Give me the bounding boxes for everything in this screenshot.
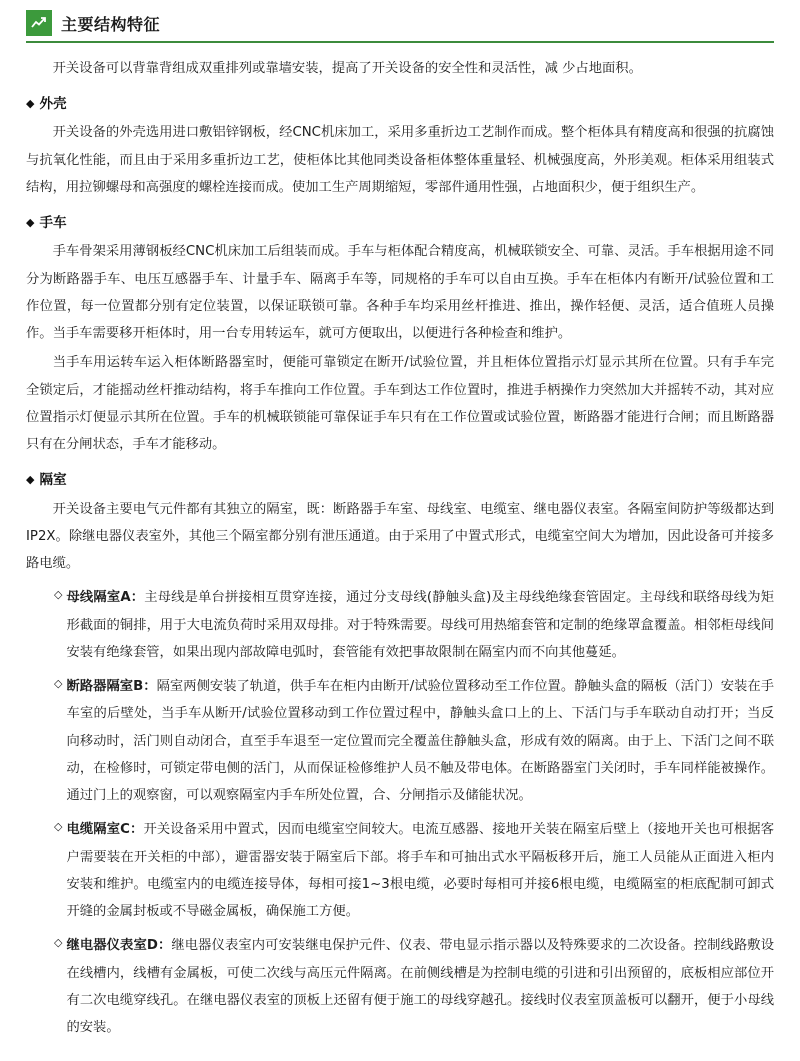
list-item xyxy=(26,584,774,666)
section-heading-label: 手车 xyxy=(39,215,67,232)
section-paragraph: 开关设备主要电气元件都有其独立的隔室，既：断路器手车室、母线室、电缆室、继电器仪表室。各隔室间防护等级都达到IP2X。除继电器仪表室外，其他三个隔室都分别有泄压通道。由于采用了中置式形式，电缆室空间大为增加，因此设备可并接多路电缆。 xyxy=(26,501,774,572)
list-item-label: 继电器仪表室D： xyxy=(66,938,172,954)
section-heading-geshi xyxy=(26,467,774,494)
section-heading-waike xyxy=(26,91,774,118)
section-paragraph: 手车骨架采用薄钢板经CNC机床加工后组装而成。手车与柜体配合精度高，机械联锁安全、可靠、灵活。手车根据用途不同分为断路器手车、电压互感器手车、计量手车、隔离手车等，同规格的手车可以自由互换。手车在柜体内有断开/试验位置和工作位置，每一位置都分别有定位装置，以保证联锁可靠。各种手车均采用丝杆推进、推出，操作轻便、灵活，适合值班人员操作。当手车需要移开柜体时，用一台专用转运车，就可方便取出，以便进行各种检查和维护。 xyxy=(26,244,774,342)
list-item-body: 主母线是单台拼接相互贯穿连接，通过分支母线(静触头盒)及主母线绝缘套管固定。主母线和联络母线为矩形截面的铜排，用于大电流负荷时采用双母排。对于特殊需要。母线可用热缩套管和定制的绝缘罩盒覆盖。相邻柜母线间安装有绝缘套管，如果出现内部故障电弧时，套管能有效把事故限制在隔室内而不向其他蔓延。 xyxy=(66,590,774,660)
list-item xyxy=(26,673,774,809)
diamond-icon: ◆ xyxy=(26,473,35,487)
list-item-text xyxy=(66,584,774,666)
diamond-outline-icon: ◇ xyxy=(54,936,63,950)
page-title: 主要结构特征 xyxy=(61,14,161,34)
section-heading-label: 隔室 xyxy=(39,472,67,489)
intro-paragraph: 开关设备可以背靠背组成双重排列或靠墙安装，提高了开关设备的安全性和灵活性，减 少占地面积。 xyxy=(52,61,642,76)
list-item-label: 断路器隔室B： xyxy=(66,679,157,695)
list-item-label: 电缆隔室C： xyxy=(66,822,144,838)
list-item-label: 母线隔室A： xyxy=(66,590,145,606)
section-heading-shouche xyxy=(26,210,774,237)
list-item-text xyxy=(66,673,774,809)
green-chart-badge-icon xyxy=(26,10,52,36)
section-paragraph: 当手车用运转车运入柜体断路器室时，便能可靠锁定在断开/试验位置，并且柜体位置指示灯显示其所在位置。只有手车完全锁定后，才能摇动丝杆推动结构，将手车推向工作位置。手车到达工作位置时，推进手柄操作力突然加大并摇转不动，其对应位置指示灯便显示其所在位置。手车的机械联锁能可靠保证手车只有在工作位置或试验位置，断路器才能进行合闸；而且断路器只有在分闸状态，手车才能移动。 xyxy=(26,355,774,453)
section-header xyxy=(26,10,774,43)
diamond-icon: ◆ xyxy=(26,97,35,111)
list-item xyxy=(26,816,774,925)
list-item-body: 继电器仪表室内可安装继电保护元件、仪表、带电显示指示器以及特殊要求的二次设备。控制线路敷设在线槽内，线槽有金属板，可使二次线与高压元件隔离。在前侧线槽是为控制电缆的引进和引出预留的，底板相应部位开有二次电缆穿线孔。在继电器仪表室的顶板上还留有便于施工的母线穿越孔。接线时仪表室顶盖板可以翻开，便于小母线的安装。 xyxy=(66,938,775,1036)
list-item xyxy=(26,932,774,1041)
section-heading-label: 外壳 xyxy=(39,96,67,113)
list-item-body: 开关设备采用中置式，因而电缆室空间较大。电流互感器、接地开关装在隔室后壁上（接地开关也可根据客户需要装在开关柜的中部），避雷器安装于隔室后下部。将手车和可抽出式水平隔板移开后，施工人员能从正面进入柜内安装和维护。电缆室内的电缆连接导体，每相可接1~3根电缆，必要时每相可并接6根电缆，电缆隔室的柜底配制可卸式开缝的金属封板或不导磁金属板，确保施工方便。 xyxy=(66,822,775,920)
list-item-body: 隔室两侧安装了轨道，供手车在柜内由断开/试验位置移动至工作位置。静触头盒的隔板（活门）安装在手车室的后壁处，当手车从断开/试验位置移动到工作位置过程中，静触头盒口上的上、下活门与手车联动自动打开；当反向移动时，活门则自动闭合，直至手车退至一定位置而完全覆盖住静触头盒，形成有效的隔离。由于上、下活门之间不联动，在检修时，可锁定带电侧的活门，从而保证检修维护人员不触及带电体。在断路器室门关闭时，手车同样能被操作。通过门上的观察窗，可以观察隔室内手车所处位置，合、分闸指示及储能状况。 xyxy=(66,679,775,804)
diamond-outline-icon: ◇ xyxy=(54,588,63,602)
diamond-icon: ◆ xyxy=(26,216,35,230)
section-paragraph: 开关设备的外壳选用进口敷铝锌钢板，经CNC机床加工，采用多重折边工艺制作而成。整个柜体具有精度高和很强的抗腐蚀与抗氧化性能，而且由于采用多重折边工艺，使柜体比其他同类设备柜体整体重量轻、机械强度高，外形美观。柜体采用组装式结构，用拉铆螺母和高强度的螺栓连接而成。使加工生产周期缩短，零部件通用性强，占地面积少，便于组织生产。 xyxy=(26,125,774,195)
list-item-text xyxy=(66,932,774,1041)
diamond-outline-icon: ◇ xyxy=(54,677,63,691)
list-item-text xyxy=(66,816,774,925)
diamond-outline-icon: ◇ xyxy=(54,820,63,834)
